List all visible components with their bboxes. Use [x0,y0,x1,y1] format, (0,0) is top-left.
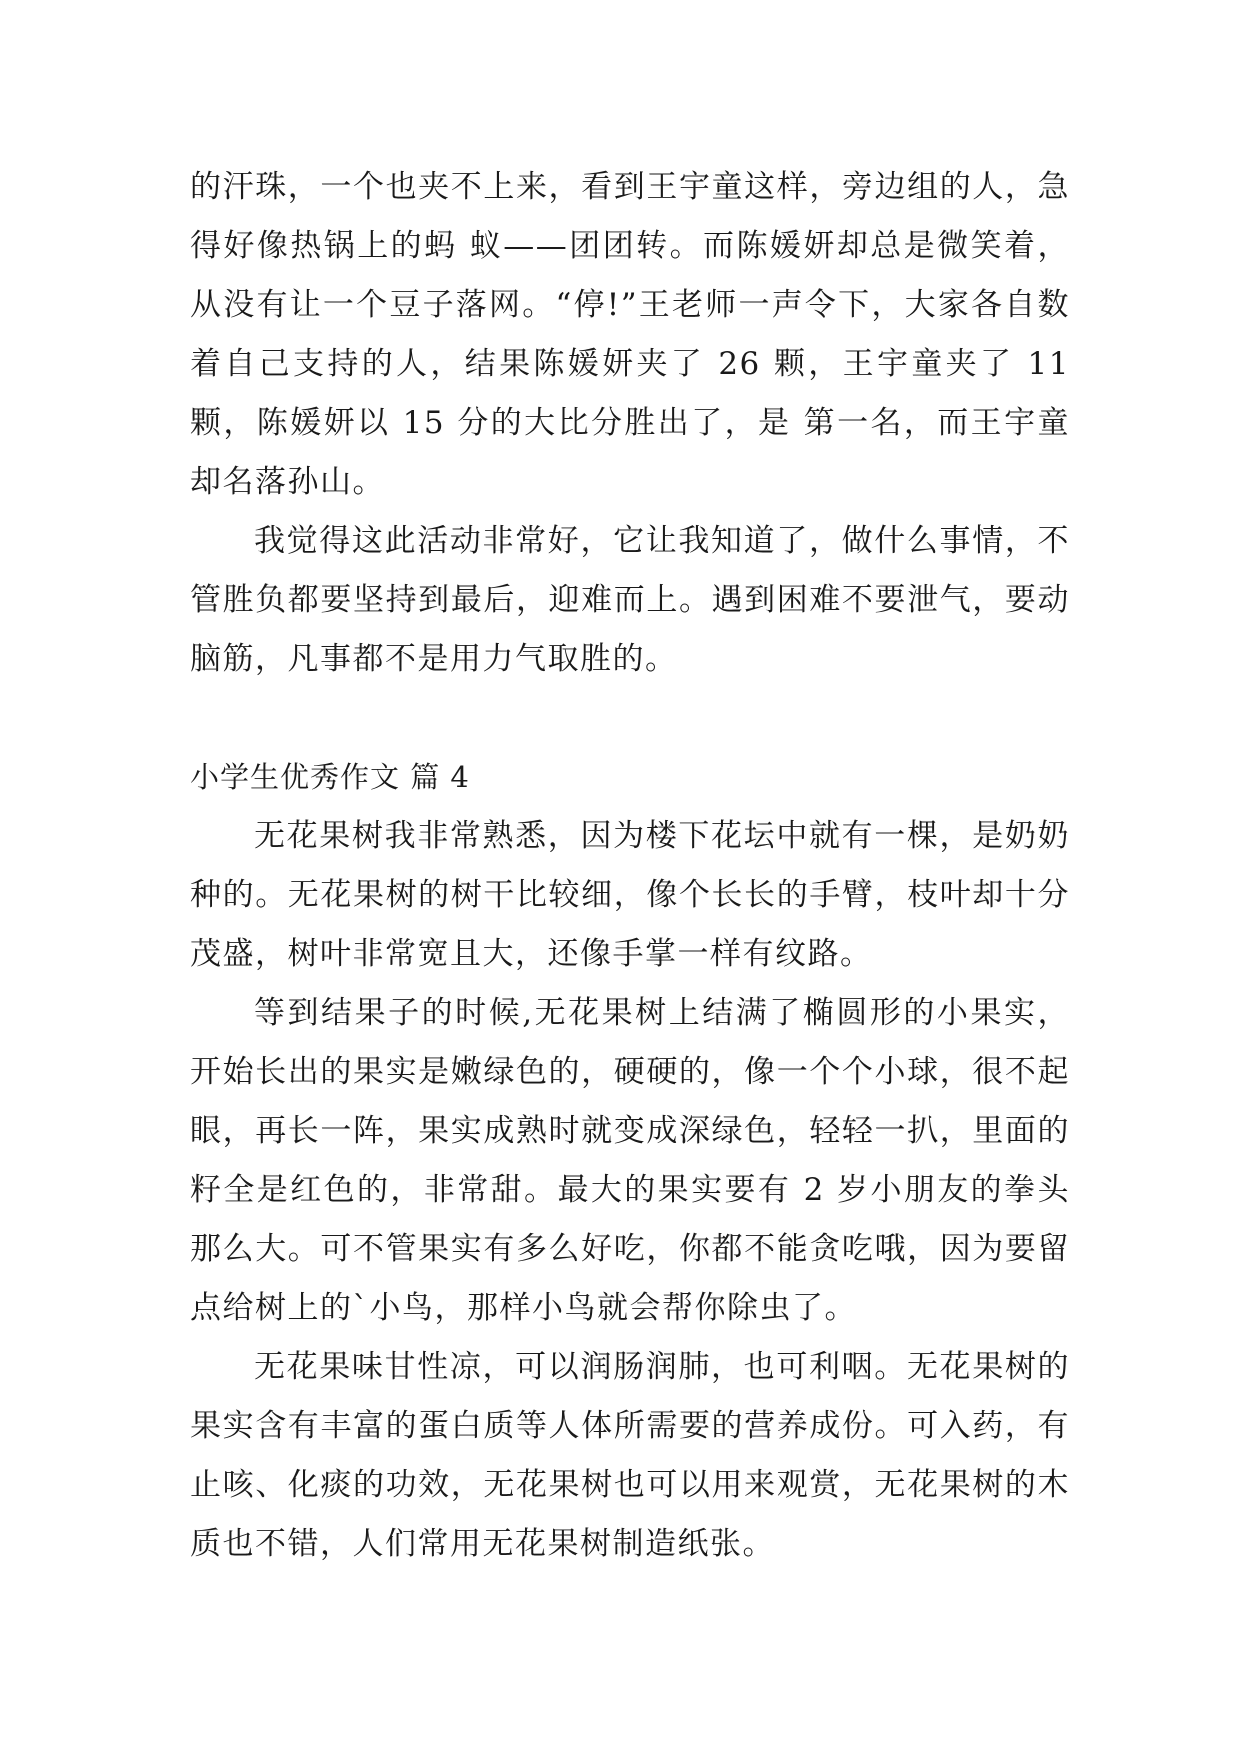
paragraph-continuation: 的汗珠，一个也夹不上来，看到王宇童这样，旁边组的人，急得好像热锅上的蚂 蚁——团团转。而陈媛妍却总是微笑着，从没有让一个豆子落网。“停!”王老师一声令下，大家各自数着自己支持的人，结果陈媛妍夹了 26 颗，王宇童夹了 11 颗，陈媛妍以 15 分的大比分胜出了，是 第一名，而王宇童却名落孙山。 [190,169,1070,500]
document-body [190,158,1070,1574]
section-heading: 小学生优秀作文 篇 4 [190,760,470,794]
paragraph-fig-tree-uses: 无花果味甘性凉，可以润肠润肺，也可利咽。无花果树的果实含有丰富的蛋白质等人体所需要的营养成份。可入药，有止咳、化痰的功效，无花果树也可以用来观赏，无花果树的木质也不错，人们常用无花果树制造纸张。 [190,1349,1070,1562]
paragraph-fig-tree-intro: 无花果树我非常熟悉，因为楼下花坛中就有一棵，是奶奶种的。无花果树的树干比较细，像个长长的手臂，枝叶却十分茂盛，树叶非常宽且大，还像手掌一样有纹路。 [190,818,1070,972]
paragraph-reflection: 我觉得这此活动非常好，它让我知道了，做什么事情，不管胜负都要坚持到最后，迎难而上。遇到困难不要泄气，要动脑筋，凡事都不是用力气取胜的。 [190,523,1070,677]
paragraph-fig-tree-fruit: 等到结果子的时候,无花果树上结满了椭圆形的小果实，开始长出的果实是嫩绿色的，硬硬的，像一个个小球，很不起眼，再长一阵，果实成熟时就变成深绿色，轻轻一扒，里面的籽全是红色的，非常甜。最大的果实要有 2 岁小朋友的拳头那么大。可不管果实有多么好吃，你都不能贪吃哦，因为要留点给树上的`小鸟，那样小鸟就会帮你除虫了。 [190,995,1070,1326]
